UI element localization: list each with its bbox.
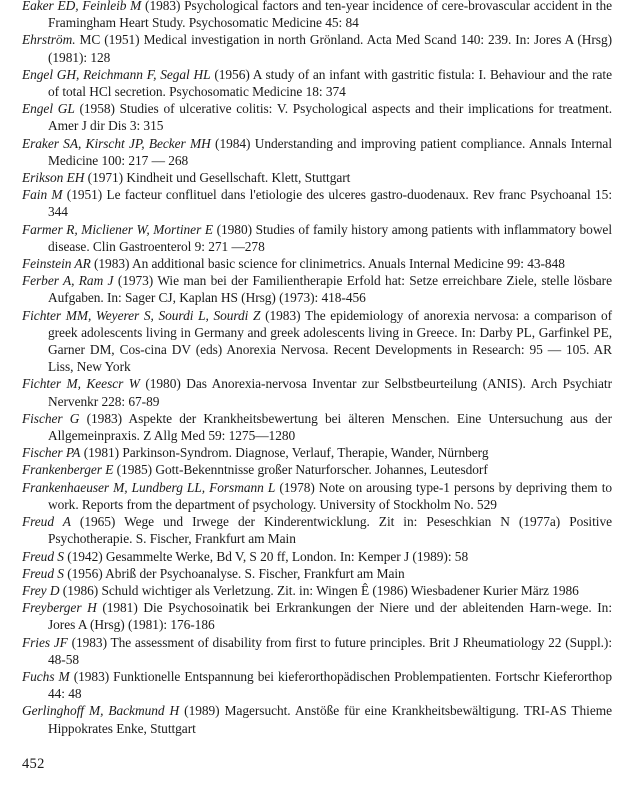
reference-details: (1985) Gott-Bekenntnisse großer Naturforscher. Johannes, Leutesdorf bbox=[113, 462, 488, 478]
reference-details: (1956) A study of an infant with gastritic fistula: I. Behaviour and the rate of total HCl secretion. Psychosomatic Medicine 18: 374 bbox=[48, 66, 612, 100]
reference-details: (1978) Note on arousing type-1 persons by depriving them to work. Reports from the department of psychology. University of Stockholm No. 529 bbox=[48, 479, 613, 512]
reference-authors: Freyberger H bbox=[22, 600, 97, 616]
reference-entry bbox=[22, 255, 612, 272]
reference-authors: Fichter MM, Weyerer S, Sourdi L, Sourdi Z bbox=[22, 307, 261, 323]
reference-details: (1983) Funktionelle Entspannung bei kieferorthopädischen Problempatienten. Fortschr Kieferorthop 44: 48 bbox=[48, 668, 612, 702]
reference-entry bbox=[22, 221, 612, 255]
reference-entry bbox=[22, 186, 612, 220]
page-number: 452 bbox=[22, 756, 45, 772]
reference-details: (1981) Die Psychosoinatik bei Erkrankungen der Niere und der ableitenden Harn-wege. In: Jores A (Hrsg) (1981): 176-186 bbox=[48, 600, 612, 633]
reference-details: (1980) Studies of family history among patients with inflammatory bowel disease. Clin Gastroenterol 9: 271 —278 bbox=[48, 221, 612, 254]
reference-entry bbox=[22, 100, 612, 134]
reference-authors: Freud S bbox=[22, 565, 64, 581]
reference-details: (1981) Parkinson-Syndrom. Diagnose, Verlauf, Therapie, Wander, Nürnberg bbox=[80, 445, 489, 461]
reference-authors: Feinstein AR bbox=[22, 256, 91, 272]
reference-authors: Frankenberger E bbox=[22, 462, 114, 478]
reference-details: (1983) An additional basic science for clinimetrics. Anuals Internal Medicine 99: 43-848 bbox=[90, 256, 565, 272]
reference-entry bbox=[22, 410, 612, 444]
reference-details: (1983) The assessment of disability from first to future principles. Brit J Rheumatiology 22 (Suppl.): 48-58 bbox=[48, 634, 612, 667]
reference-entry bbox=[22, 307, 612, 376]
reference-details: (1989) Magersucht. Anstöße für eine Krankheitsbewältigung. TRI-AS Thieme Hippokrates Enke, Stuttgart bbox=[48, 703, 612, 736]
reference-authors: Ehrström. bbox=[22, 32, 76, 48]
reference-entry bbox=[22, 702, 612, 736]
reference-authors: Fichter M, Keescr W bbox=[22, 376, 140, 392]
reference-details: (1971) Kindheit und Gesellschaft. Klett, Stuttgart bbox=[84, 170, 351, 186]
reference-authors: Ferber A, Ram J bbox=[22, 273, 114, 289]
reference-details: (1984) Understanding and improving patient compliance. Annals Internal Medicine 100: 217 — 268 bbox=[48, 135, 612, 168]
reference-authors: Fain M bbox=[22, 187, 63, 203]
reference-entry bbox=[22, 513, 612, 547]
reference-details: (1983) Psychological factors and ten-year incidence of cere-brovascular accident in the Framingham Heart Study. Psychosomatic Medicine 45: 84 bbox=[48, 0, 612, 31]
reference-details: (1986) Schuld wichtiger als Verletzung. Zit. in: Wingen Ê (1986) Wiesbadener Kurier März 1986 bbox=[59, 582, 579, 598]
reference-authors: Fuchs M bbox=[22, 668, 70, 684]
reference-entry bbox=[22, 668, 612, 702]
reference-authors: Fischer G bbox=[22, 410, 80, 426]
reference-authors: Eaker ED, Feinleib M bbox=[22, 0, 142, 13]
reference-entry bbox=[22, 444, 612, 461]
reference-entry bbox=[22, 479, 612, 513]
reference-authors: Freud A bbox=[22, 514, 71, 530]
reference-authors: Eraker SA, Kirscht JP, Becker MH bbox=[22, 135, 211, 151]
reference-entry bbox=[22, 272, 612, 306]
reference-authors: Engel GH, Reichmann F, Segal HL bbox=[22, 66, 211, 82]
reference-entry bbox=[22, 169, 612, 186]
reference-list bbox=[22, 0, 612, 737]
reference-details: (1951) Le facteur conflituel dans l'etiologie des ulceres gastro-duodenaux. Rev franc Psychoanal 15: 344 bbox=[48, 187, 612, 220]
reference-entry bbox=[22, 582, 612, 599]
reference-details: (1958) Studies of ulcerative colitis: V. Psychological aspects and their implications for treatment. Amer J dir Dis 3: 315 bbox=[48, 101, 612, 134]
reference-authors: Engel GL bbox=[22, 101, 75, 117]
reference-authors: Freud S bbox=[22, 548, 64, 564]
reference-details: (1983) Aspekte der Krankheitsbewertung bei älteren Menschen. Eine Untersuchung aus der Allgemeinpraxis. Z Allg Med 59: 1275—1280 bbox=[48, 410, 612, 444]
reference-details: (1983) The epidemiology of anorexia nervosa: a comparison of greek adolescents living in Germany and greek adolescents living in Greece. In: Darby PL, Garfinkel PE, Garner DM, Cos-cina DV (eds) Anorexia Nervosa. Recent Developments in Research: 95 — 105. AR Liss, New York bbox=[48, 307, 612, 375]
reference-authors: Erikson EH bbox=[22, 170, 85, 186]
reference-authors: Fischer PA bbox=[22, 445, 81, 461]
reference-entry bbox=[22, 565, 612, 582]
reference-details: (1942) Gesammelte Werke, Bd V, S 20 ff, London. In: Kemper J (1989): 58 bbox=[63, 548, 469, 564]
reference-details: (1956) Abriß der Psychoanalyse. S. Fischer, Frankfurt am Main bbox=[63, 565, 405, 581]
reference-details: (1973) Wie man bei der Familientherapie Erfold hat: Setze erreichbare Ziele, stelle lösbare Aufgaben. In: Sager CJ, Kaplan HS (Hrsg) (1973): 418-456 bbox=[48, 273, 612, 306]
reference-details: MC (1951) Medical investigation in north Grönland. Acta Med Scand 140: 239. In: Jores A (Hrsg) (1981): 128 bbox=[48, 32, 612, 65]
reference-entry bbox=[22, 548, 612, 565]
reference-entry bbox=[22, 375, 612, 409]
reference-entry bbox=[22, 599, 612, 633]
reference-authors: Fries JF bbox=[22, 634, 68, 650]
reference-authors: Farmer R, Micliener W, Mortiner E bbox=[22, 221, 213, 237]
reference-entry bbox=[22, 0, 612, 31]
reference-entry bbox=[22, 66, 612, 100]
reference-entry bbox=[22, 461, 612, 478]
reference-details: (1965) Wege und Irwege der Kinderentwicklung. Zit in: Peseschkian N (1977a) Positive Psychotherapie. S. Fischer, Frankfurt am Main bbox=[48, 514, 612, 547]
bibliography-page bbox=[22, 0, 612, 737]
reference-authors: Frey D bbox=[22, 582, 60, 598]
reference-authors: Gerlinghoff M, Backmund H bbox=[22, 703, 180, 719]
reference-authors: Frankenhaeuser M, Lundberg LL, Forsmann L bbox=[22, 479, 276, 495]
reference-details: (1980) Das Anorexia-nervosa Inventar zur Selbstbeurteilung (ANIS). Arch Psychiatr Nervenkr 228: 67-89 bbox=[48, 376, 612, 409]
reference-entry bbox=[22, 634, 612, 668]
reference-entry bbox=[22, 135, 612, 169]
reference-entry bbox=[22, 31, 612, 65]
